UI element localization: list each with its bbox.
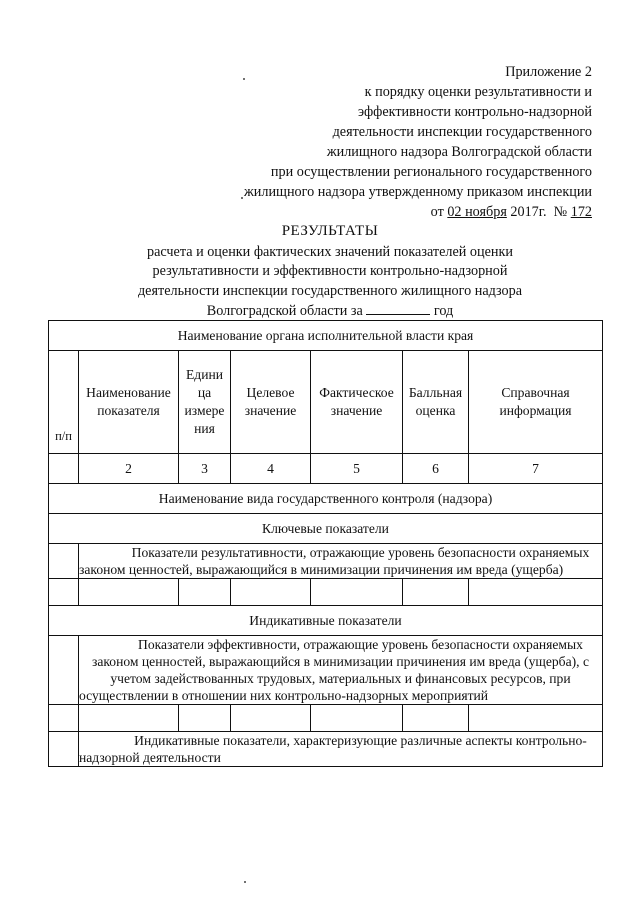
- appendix-line: при осуществлении регионального государственного: [270, 164, 592, 180]
- column-numbers-row: [49, 454, 603, 484]
- column-number-cell: 7: [469, 454, 603, 484]
- key-data-row: [49, 579, 603, 606]
- document-title: РЕЗУЛЬТАТЫ: [281, 223, 379, 239]
- row-number-cell: [49, 732, 79, 767]
- header-score: Балльная оценка: [403, 351, 469, 454]
- empty-cell[interactable]: [469, 705, 603, 732]
- empty-cell[interactable]: [79, 705, 179, 732]
- title-line: расчета и оценки фактических значений показателей оценки: [147, 243, 513, 260]
- header-pp: п/п: [49, 351, 79, 454]
- aspects-text-row: [49, 732, 603, 767]
- header-unit: Едини ца измере ния: [179, 351, 231, 454]
- number-prefix: №: [553, 204, 568, 220]
- header-indicator-name: Наименование показателя: [79, 351, 179, 454]
- title-line: деятельности инспекции государственного жилищного надзора: [137, 282, 523, 299]
- org-name-cell: Наименование органа исполнительной власти края: [49, 321, 603, 351]
- column-number-cell: [49, 454, 79, 484]
- appendix-date-line: [244, 202, 592, 222]
- control-type-cell: Наименование вида государственного контроля (надзора): [49, 484, 603, 514]
- year-blank-field[interactable]: [366, 301, 430, 315]
- row-number-cell: [49, 636, 79, 705]
- order-number: 172: [570, 204, 592, 220]
- appendix-line: Приложение 2: [505, 64, 592, 80]
- empty-cell[interactable]: [179, 579, 231, 606]
- empty-cell[interactable]: [311, 705, 403, 732]
- order-date: 02 ноября: [447, 204, 507, 220]
- date-prefix: от: [430, 204, 444, 220]
- title-line: результативности и эффективности контрольно-надзорной: [152, 263, 508, 279]
- empty-cell[interactable]: [403, 579, 469, 606]
- key-text-row: [49, 544, 603, 579]
- empty-cell[interactable]: [49, 579, 79, 606]
- empty-cell[interactable]: [231, 705, 311, 732]
- appendix-line: к порядку оценки результативности и: [364, 84, 592, 100]
- key-text-cell: [79, 544, 603, 579]
- empty-cell[interactable]: [49, 705, 79, 732]
- title-line: Волгоградской области за: [206, 303, 363, 319]
- efficiency-text-row: [49, 636, 603, 705]
- key-indicators-row: [49, 514, 603, 544]
- appendix-line: жилищного надзора утвержденному приказом инспекции: [243, 184, 592, 200]
- scan-speck: [241, 197, 243, 199]
- header-row: [49, 351, 603, 454]
- appendix-line: жилищного надзора Волгоградской области: [326, 144, 592, 160]
- efficiency-text: Показатели эффективности, отражающие уровень безопасности охраняемых законом ценностей, выражающийся в минимизации причинения им вреда (ущерба), с учетом задействованных трудовых, материальных и финансовых ресурсов, при осуществлении в отношении них контрольно-надзорных мероприятий: [79, 637, 589, 703]
- results-table: [48, 320, 603, 767]
- aspects-text: Индикативные показатели, характеризующие различные аспекты контрольно-надзорной деятельности: [79, 733, 587, 765]
- key-text: Показатели результативности, отражающие уровень безопасности охраняемых законом ценностей, выражающийся в минимизации причинения им вреда (ущерба): [79, 545, 590, 577]
- scan-speck: [244, 881, 246, 883]
- order-year: 2017г.: [510, 204, 547, 220]
- empty-cell[interactable]: [311, 579, 403, 606]
- column-number-cell: 6: [403, 454, 469, 484]
- header-actual-value: Фактическое значение: [311, 351, 403, 454]
- column-number-cell: 5: [311, 454, 403, 484]
- efficiency-text-cell: [79, 636, 603, 705]
- empty-cell[interactable]: [469, 579, 603, 606]
- efficiency-data-row: [49, 705, 603, 732]
- column-number-cell: 2: [79, 454, 179, 484]
- document-title-block: [60, 222, 600, 322]
- appendix-line: деятельности инспекции государственного: [332, 124, 592, 140]
- key-indicators-cell: Ключевые показатели: [49, 514, 603, 544]
- header-reference-info: Справочная информация: [469, 351, 603, 454]
- control-type-row: [49, 484, 603, 514]
- title-period-line: [60, 301, 600, 322]
- aspects-text-cell: [79, 732, 603, 767]
- empty-cell[interactable]: [231, 579, 311, 606]
- scan-speck: [243, 78, 245, 80]
- appendix-line: эффективности контрольно-надзорной: [358, 104, 592, 120]
- title-line: год: [433, 303, 454, 319]
- appendix-block: [244, 62, 592, 222]
- org-row: [49, 321, 603, 351]
- empty-cell[interactable]: [79, 579, 179, 606]
- indicative-row: [49, 606, 603, 636]
- row-number-cell: [49, 544, 79, 579]
- empty-cell[interactable]: [403, 705, 469, 732]
- empty-cell[interactable]: [179, 705, 231, 732]
- column-number-cell: 3: [179, 454, 231, 484]
- indicative-cell: Индикативные показатели: [49, 606, 603, 636]
- header-target-value: Целевое значение: [231, 351, 311, 454]
- column-number-cell: 4: [231, 454, 311, 484]
